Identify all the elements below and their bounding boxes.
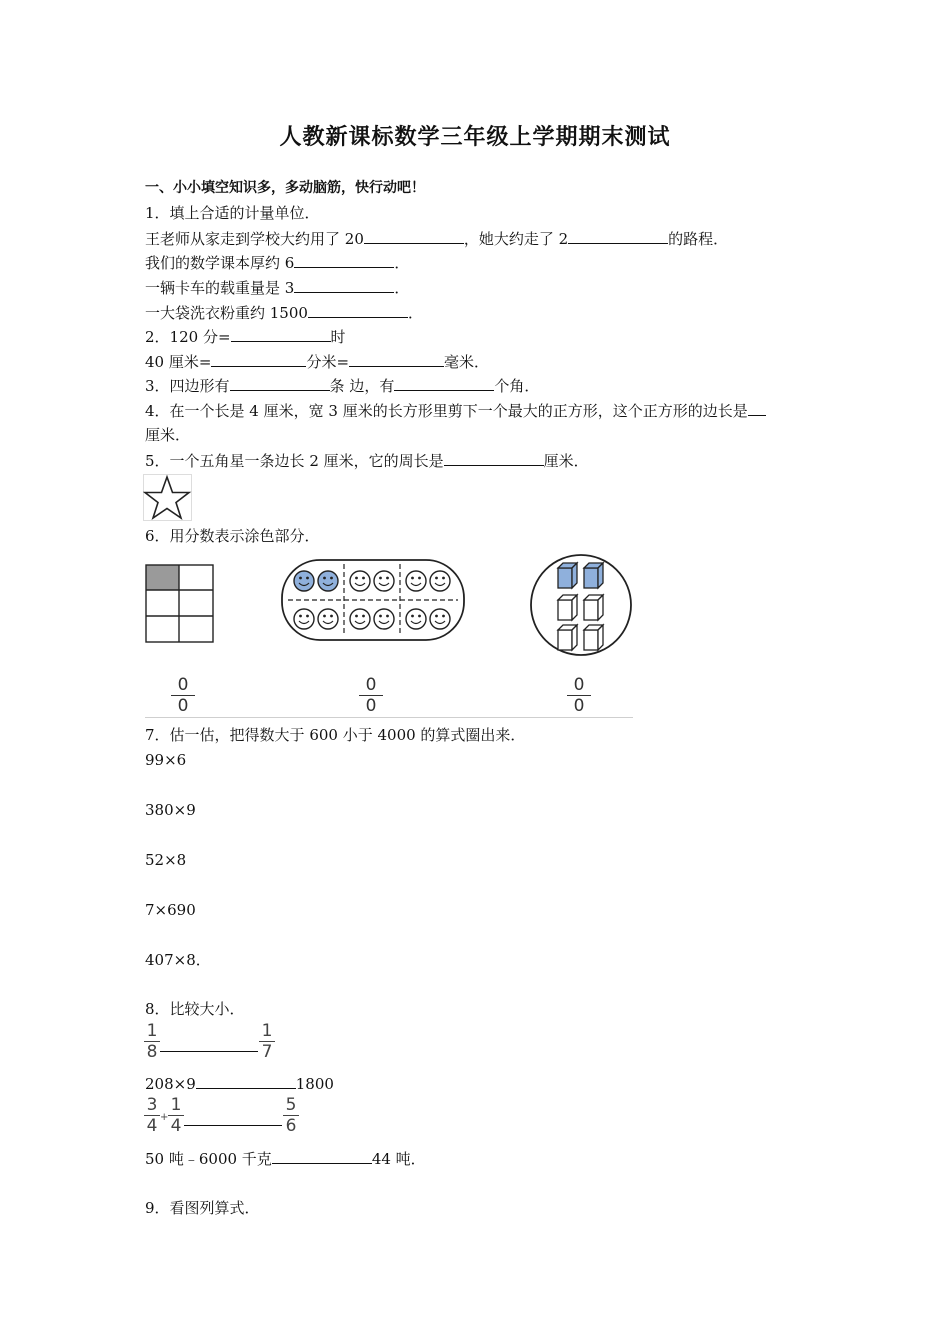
smiley-eye [418, 615, 421, 618]
q7-item[interactable]: 380×9 [145, 801, 196, 819]
fraction-answer-blank[interactable]: 0 0 [169, 676, 197, 715]
smiley-face [406, 609, 426, 629]
smiley-eye [299, 577, 302, 580]
fraction: 1 8 [144, 1022, 160, 1061]
answer-blank[interactable] [231, 326, 331, 342]
smiley-face [430, 609, 450, 629]
answer-blank[interactable] [160, 1051, 258, 1052]
answer-blank[interactable] [272, 1148, 372, 1164]
smiley-eye [379, 577, 382, 580]
smiley-face [430, 571, 450, 591]
cube [584, 625, 603, 650]
answer-blank[interactable] [294, 252, 394, 268]
answer-blank[interactable] [308, 302, 408, 318]
q1-line-3: 一辆卡车的载重量是 3 ． [145, 279, 410, 297]
smiley-eye [330, 615, 333, 618]
smiley-eye [386, 615, 389, 618]
shaded-grid-figure [145, 564, 215, 644]
smiley-eye [442, 615, 445, 618]
q1-line-2: 我们的数学课本厚约 6 ． [145, 254, 410, 272]
q1-line-1: 王老师从家走到学校大约用了 20 ，她大约走了 2 的路程． [145, 230, 729, 248]
q1-heading: 1．填上合适的计量单位． [145, 204, 320, 222]
q5-line: 5．一个五角星一条边长 2 厘米，它的周长是 厘米． [145, 452, 589, 470]
smiley-eye [379, 615, 382, 618]
smiley-eye [355, 577, 358, 580]
q7-item[interactable]: 52×8 [145, 851, 187, 869]
answer-blank[interactable] [230, 375, 330, 391]
fraction: 1 7 [259, 1022, 275, 1061]
q2-line-2: 40 厘米= 分米= 毫米． [145, 353, 490, 371]
answer-blank[interactable] [184, 1125, 282, 1126]
fraction: 5 6 [283, 1096, 299, 1135]
smiley-face [294, 609, 314, 629]
answer-blank[interactable] [568, 228, 668, 244]
smiley-eye [330, 577, 333, 580]
smiley-eye [418, 577, 421, 580]
fraction-answer-blank[interactable]: 0 0 [357, 676, 385, 715]
answer-blank[interactable] [394, 375, 494, 391]
smiley-eye [362, 577, 365, 580]
shaded-cube [558, 563, 577, 588]
plus-sign: + [160, 1112, 169, 1123]
q3-line: 3．四边形有 条 边，有 个角． [145, 377, 540, 395]
q7-item[interactable]: 99×6 [145, 751, 187, 769]
q9-heading: 9．看图列算式． [145, 1199, 260, 1217]
divider [145, 717, 633, 718]
cubes-in-circle-figure [528, 553, 634, 657]
shaded-cube [584, 563, 603, 588]
shaded-smiley-face [318, 571, 338, 591]
smiley-eye [323, 615, 326, 618]
fraction-answer-blank[interactable]: 0 0 [565, 676, 593, 715]
smiley-eye [355, 615, 358, 618]
smiley-eye [299, 615, 302, 618]
smiley-eye [386, 577, 389, 580]
smiley-eye [323, 577, 326, 580]
answer-blank[interactable] [196, 1073, 296, 1089]
answer-blank[interactable] [444, 450, 544, 466]
page-title: 人教新课标数学三年级上学期期末测试 [279, 124, 671, 150]
answer-blank[interactable] [211, 351, 306, 367]
star-figure [143, 474, 193, 522]
cube [584, 595, 603, 620]
section-heading: 一、小小填空知识多，多动脑筋，快行动吧！ [145, 180, 425, 196]
cube [558, 625, 577, 650]
smiley-face [374, 609, 394, 629]
smiley-eye [411, 577, 414, 580]
smiley-face [318, 609, 338, 629]
smiley-face [350, 571, 370, 591]
shaded-smiley-face [294, 571, 314, 591]
q4-line-1: 4．在一个长是 4 厘米，宽 3 厘米的长方形里剪下一个最大的正方形，这个正方形的边长是 [145, 400, 766, 421]
smiley-face [350, 609, 370, 629]
smiley-eye [442, 577, 445, 580]
q8-heading: 8．比较大小． [145, 1000, 245, 1018]
smiley-faces-figure [280, 558, 468, 644]
q4-line-2: 厘米． [145, 426, 191, 444]
smiley-face [374, 571, 394, 591]
q1-line-4: 一大袋洗衣粉重约 1500 ． [145, 304, 423, 322]
smiley-eye [306, 615, 309, 618]
q7-item[interactable]: 7×690 [145, 901, 196, 919]
smiley-eye [435, 577, 438, 580]
q7-heading: 7．估一估，把得数大于 600 小于 4000 的算式圈出来． [145, 726, 526, 744]
q2-line-1: 2．120 分= 时 [145, 328, 346, 346]
q8-line-4: 50 吨﹣6000 千克 44 吨． [145, 1150, 426, 1168]
smiley-eye [435, 615, 438, 618]
answer-blank[interactable] [364, 228, 464, 244]
answer-blank[interactable] [349, 351, 444, 367]
q7-item[interactable]: 407×8． [145, 951, 211, 969]
answer-blank[interactable] [294, 277, 394, 293]
q6-heading: 6．用分数表示涂色部分． [145, 527, 320, 545]
cube [558, 595, 577, 620]
smiley-eye [306, 577, 309, 580]
q8-line-2: 208×9 1800 [145, 1075, 334, 1093]
fraction: 3 4 [144, 1096, 160, 1135]
answer-blank[interactable] [748, 400, 766, 416]
fraction: 1 4 [168, 1096, 184, 1135]
smiley-face [406, 571, 426, 591]
smiley-eye [411, 615, 414, 618]
smiley-eye [362, 615, 365, 618]
